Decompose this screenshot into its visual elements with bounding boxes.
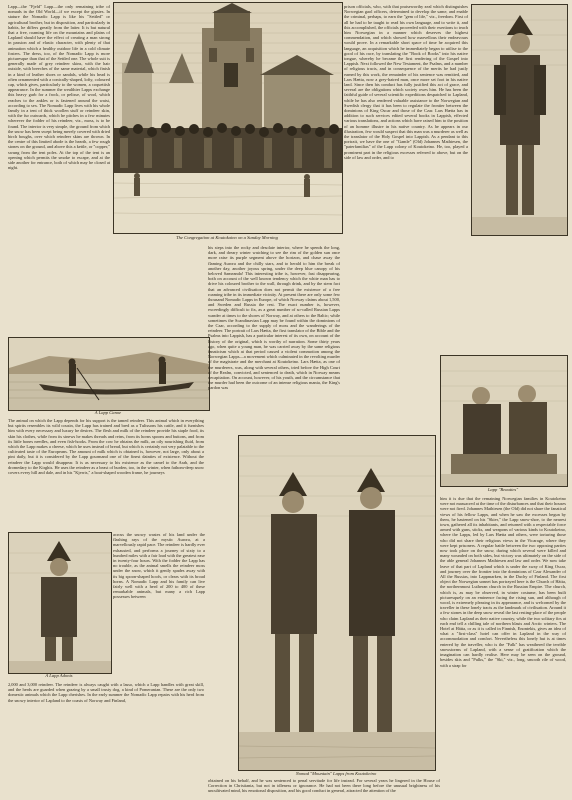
column-1-top-text: Lapp—the "Fjeld" Lapp—the only remaining tribe of nomads in the Old World—if we except the gipsies. In stature the Nomadic Lapp is like his "Settled" or agricultural brother, but in disposition, and particularly in habits, he differs greatly from the latter. It is but natural that a free, roaming life on the mountains and plains of Lapland should have the effect of creating a man strong in passion and of elastic character, with plenty of that animation which a healthy outdoor life in a cold climate fosters. The dress, too, of the Nomadic Lapp is more picturesque than that of the Settled one. The whole suit is generally made of grey reindeer skins, with the hair outside, with breeches of the same material, which finish in a kind of leather shoes or sandals, while his head is often ornamented with a conically-shaped, lofty, coloured cap, which gives, particularly to the women, a coquettish appearance. In the summer the wealthier Lapps exchange this heavy garb for a frock, or pelisse, of wool, which reaches to the ankles or is fastened around the waist, according to sex. The Nomadic Lapp lives with his whole family in a tent of thick woollen stuff or reindeer skin, with the fur outwards, which he pitches in a few minutes wherever the fodder of his reindeer, viz., moss, is to be found. The interior is very simple, the ground from which the snow has been swept being merely covered with dried birch boughs, over which reindeer skins are thrown. In the centre of this limited abode is the hearth, a few rough stones on the ground, and above this a kettle, or "copper," swung from the tent poles. At the top of the tent is an opening which permits the smoke to escape, and at the side another for entrance, both of which may be closed at night.	[8, 4, 110, 171]
column-2-bottom-text: obtained on his behalf, and he was sentenced to penal servitude for life instead. For several years he lingered in the House of Correction in Christiania, but not in idleness or ignorance. He had not been there long before the unusual brightness of his uncultivated mind, his emotional disposition, and his good conduct in general, attracted the attention of the	[208, 778, 440, 794]
column-3-top-text: prison officials, who, with that praiseworthy zeal which distinguishes Norwegian gaol officers, determined to develop the same, and enable the criminal, perhaps, to earn the "gem of life," viz., freedom. First of all he had to be taught to read his own language, and to write it, and this accomplished, the officials proceeded with their exertions to teach him Norwegian in a manner which deserves the highest commendation, and which showed how marvellous their endeavours would prove. In a remarkable short space of time he acquired this language, an acquisition which he immediately began to utilise to the good of his race, by translating the "Book of Books" into his native tongue, whereby he became the first rendering of the Gospel into Lappish. Next followed the New Testament, the Psalms, and a number of religious tracts, and in consequence of the merits he had justly earned by this work, the remainder of his sentence was remitted, and Lars Hætta, now a grey-haired man, once more set foot in his native land. Since then his conduct has fully justified this act of grace, and several are the obligations which society owes him. He has been the faithful guide of several scientific expeditions despatched to Lapland, while he has also rendered valuable assistance to the Norwegian and Swedish clergy that it has been to regulate the frontier between the dominions of King Oscar and those of the Czar. Lars Hætta has in addition to such services edited several books in Lappish, effected various translations, and actions which have raised him to the position of an homme illustre in his native country. As he appears in our illustration, few would suspect that this man was a murderer as well as the translator of the Holy Gospel into Lappish. As a pendant to this portrait, we have the one of "Gamle" (Old) Johannes Mathiesen, the "paterfamilias" of the Lapp colony of Koutokeino. He, too, played a prominent part in the religious excesses referred to above, but on the side of law and order, and to	[344, 4, 468, 160]
canoe-caption: A Lapp Canoe	[94, 410, 122, 415]
lars-haetta-portrait	[471, 4, 568, 236]
congregation-caption: The Congregation at Koutokaino on a Sunday Morning	[176, 235, 278, 240]
column-1-wrap-text: across the snowy wastes of his land under the flashing rays of the mystic Aurora, at a marvellously rapid pace. The reindeer is hardly ever exhausted, and performs a journey of sixty to a hundred miles with a fair load with the greatest ease in twenty-four hours. With the fodder the Lapp has no trouble, as the animal smells the reindeer moss under the snow, which it gently spades away with its big spoon-shaped hoofs, or clears with its broad horns. A Nomadic Lapp and his family can live fairly well with a herd of 200 to 400 of these remarkable animals, but many a rich Lapp possesses between	[113, 532, 205, 600]
nomad-caption: Nomad "Mountain" Lapps from Koutokeino	[295, 771, 377, 776]
lapp-beauties-engraving	[440, 355, 568, 487]
column-1-bottom-text: 2,000 and 3,000 reindeer. The reindeer is always caught with a lasso, which a Lapp handles with great skill, and the herds are guarded when grazing by a small trusty dog, a kind of Pomeranian. These are the only two domestic animals which the Lapp cherishes. In the early summer the Nomadic Lapp repairs with his herd from the snowy interior of Lapland to the coasts of Norway and Finland,	[8, 682, 204, 703]
lapp-adonis-engraving	[8, 532, 112, 674]
lapp-canoe-engraving	[8, 337, 210, 411]
column-2-mid-text: his steps into the rocky and desolate interior, where he spends the long, dark, and dreary winter watching to see the rim of the golden sun once more raise its purple segment above the horizon, and chase away the flaming Aurora and the chilly stars, and to herald to him the break of another day, another joyous spring, under the deep blue canopy of his beloved Sameanda! This interesting tribe is, however, fast disappearing, both on account of the well known tendency which the white man has to drive his coloured brother to the wall, through drink, and by the stern fact that an advanced civilisation does not permit the existence of a free roaming tribe in its immediate vicinity. At present there are only some few thousand Nomadic Lapps in Europe, of which Norway claims about 1,500, and Sweden and Russia the rest. The exact number is, however, exceedingly difficult to fix, as a great number of so-called Russian Lapps wander at times to the shores of Norway, and at others to the Baltic; while sometimes the Scandinavian Lapp may be found within the dominions of the Czar, according to the supply of moss and the wanderings of the reindeer. The portrait of Lars Hætta, the first translator of the Bible and the Psalms into Lappish, has a particular interest of its own, on account of the history of the original, which is worthy of narration. Some thirty years ago, when quite a young man, he was carried away by the same religious fanaticism which at that period caused a violent commotion among the Norwegian Lapps—a movement which culminated in the revolting murder of the magistrate and the merchant at Koutokeino. Lars Hætta, as one of the murderers, was, along with several others, tried before the High Court of the Realm, convicted, and sentenced to death, which in Norway means decapitation. On account, however, of his youth, and the circumstance that the murder had been the outcome of an intense religious mania, the King's pardon was	[208, 245, 340, 391]
adonis-caption: A Lapp Adonis	[45, 673, 73, 678]
beauties-caption: Lapp "Beauties"	[487, 487, 519, 492]
column-1-mid-text: The animal on which the Lapp depends for his support is the tamed reindeer. This animal which in everything but spirits resembles its wild cousin, the Lapp has trained and bred as a Tulissons his cattle, and it furnishes him with every necessary and luxury he desires. The flesh and milk of the reindeer provide his staple food, its skin his clothes, while from its sinews he makes threads and reins, from its horns spoons and buttons, and from its little bones needles, and even fish-hooks. From the cow he obtains the milk, an oily nourishing fluid, from which the Lapp makes a cheese, which he uses instead of bread, but which is certainly not very palatable to the cultivated taste of the Europeans. The amount of milk which is obtained is, however, not large, only about a pint daily, but it is considered by the Lapp gourmand one of the finest dainties of existence. Without the reindeer the Lapp would disappear. It is as necessary to his existence as the camel to the Arab, and the dromedary to the Kirghis. He uses the reindeer as a beast of burden, too, in the winter, when fathom-deep snow covers every hill and dale, and in his "Kjerris," a boat-shaped wooden frame, he journeys	[8, 418, 204, 476]
congregation-engraving	[113, 2, 343, 234]
nomad-lapps-engraving	[238, 435, 436, 771]
column-3-bottom-text: him it is due that the remaining Norwegian families in Koutokeino were not massacred at the time of the disturbances and that their houses were not fired. Johannes Mathiesen (the Old) did not share the fanatical views of his fellow Lapps, and when he saw the excesses begun by them, he hastened on his "Skier," the Lapp snow-shoe, to the nearest town, gathered all its inhabitants, and returned with a respectable force armed with guns, sticks, and weapons of various kinds to Koutokeino, where the Lapps, led by Lars Hætta and others, were torturing those who did not share their religious views in the Vicarage, where they were kept prisoners. A regular battle between the two opposing parties now took place on the snow, during which several were killed and many wounded on both sides, but victory was ultimately on the side of the able general Johannes Mathiesen and law and order. We now take leave of that part of Lapland which is under the sway of King Oscar, and journey over the frontier into the dominions of Czar Alexander of All the Russias, into Lappmarken, in the Duchy of Finland. The first object the Norwegian sonnet has portrayed here is the Church of Hätta, the northernmost Lutheran church in the Russian Empire. The church, which is, as may be observed, in winter costume, has been built picturesquely on an eminence facing the rising sun, and although of wood, is extremely pleasing in its appearance, and is welcomed by the traveller in these lonely tracts as the landmark of civilisation. Around it a few stones in the deep snow reveal the last resting-place of the people who claim Lapland as their native country, while the two solitary firs at each end tell a chilling tale of northern blasts and Arctic winters. The Hotel at Hätta, or as it is called in Finnish, Enontekis, gives an idea of what a "first-class" hotel can offer in Lapland in the way of accommodation and comfort. Nevertheless this lonely hut is at times entered by the traveller, who is the "Falk" has weathered the terrible snowstorms of Lapland, with a sense of gratification which the imagination can hardly realise. Here may be seen on the ground, besides skis and "Pulks," the "Ski," viz., long, smooth rile of wood, with a strap for	[440, 496, 566, 668]
